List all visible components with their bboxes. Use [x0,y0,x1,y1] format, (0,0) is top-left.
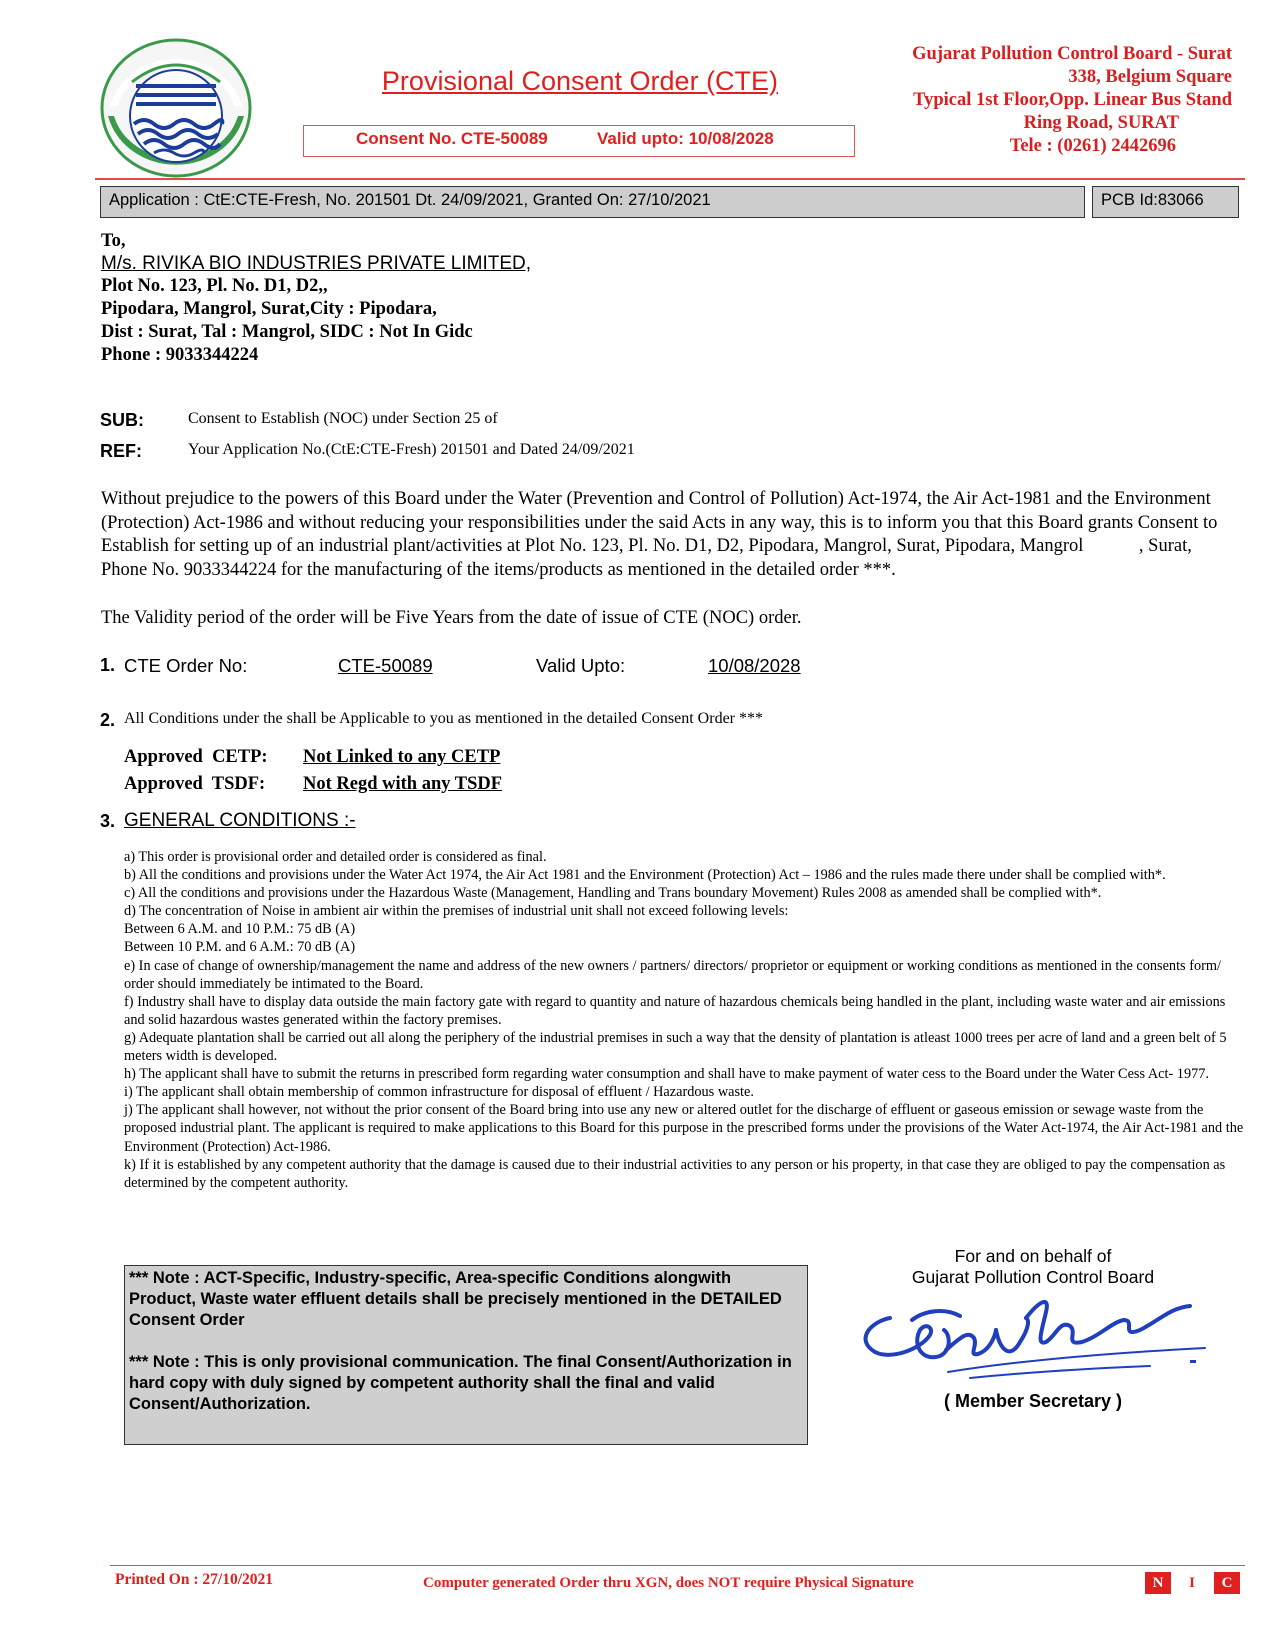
gpcb-logo [98,36,254,180]
cte-order-number: CTE-50089 [338,655,433,676]
signature-board-name: Gujarat Pollution Control Board [911,1267,1155,1287]
consent-number: Consent No. CTE-50089 [356,129,548,148]
ref-label: REF: [100,441,142,461]
item-number: 2. [100,710,116,730]
general-conditions-list [124,848,1244,1192]
condition-item: d) The concentration of Noise in ambient air within the premises of industrial unit shall not exceed following levels: [124,903,789,920]
nic-logo-n: N [1145,1572,1171,1594]
pcb-id-box [1092,186,1239,218]
condition-item: e) In case of change of ownership/management the name and address of the new owners / partners/ directors/ proprietor or equipment or working conditions as mentioned in the consents form/ order should immediately be intimated to the Board. [124,957,1221,992]
note-text: *** Note : ACT-Specific, Industry-specific, Area-specific Conditions alongwith Product, Waste water effluent details shall be precisely mentioned in the DETAILED Consent Order [129,1269,782,1329]
valid-upto-label: Valid Upto: [536,655,626,676]
company-name: M/s. RIVIKA BIO INDUSTRIES PRIVATE LIMITED, [101,253,532,274]
nic-logo-i: I [1179,1572,1205,1594]
address-line: Pipodara, Mangrol, Surat,City : Pipodara, [101,299,437,319]
valid-upto-date: 10/08/2028 [708,655,801,676]
sub-text: Consent to Establish (NOC) under Section 25 of [188,410,498,427]
computer-generated-notice: Computer generated Order thru XGN, does NOT require Physical Signature [423,1575,914,1591]
condition-item: f) Industry shall have to display data outside the main factory gate with regard to quantity and nature of hazardous chemicals being handled in the plant, including waste water and air emissions and solid hazardous wastes generated within the factory premises. [124,993,1226,1028]
note-box [124,1265,808,1445]
nic-logo-c: C [1214,1572,1240,1594]
signature-image [850,1290,1215,1390]
note-text: *** Note : This is only provisional communication. The final Consent/Authorization in hard copy with duly signed by competent authority shall the final and valid Consent/Authorization. [129,1353,792,1413]
signatory-designation: ( Member Secretary ) [943,1391,1123,1411]
general-conditions-heading: GENERAL CONDITIONS :- [124,810,356,831]
addressee-phone: Phone : 9033344224 [101,345,259,365]
page-title: Provisional Consent Order (CTE) [381,66,779,96]
condition-item: k) If it is established by any competent authority that the damage is caused due to their industrial activities to any person or his property, in that case they are obliged to pay the compensation as determined by the competent authority. [124,1156,1226,1191]
condition-item: Between 10 P.M. and 6 A.M.: 70 dB (A) [124,939,356,956]
office-phone: Tele : (0261) 2442696 [1009,136,1176,156]
condition-item: j) The applicant shall however, not without the prior consent of the Board bring into use any new or altered outlet for the discharge of effluent or gaseous emission or sewage waste from the proposed industrial plant. The applicant is required to make applications to this Board for this purpose in the prescribed forms under the provisions of the Water Act-1974, the Air Act-1981 and the Environment (Protection) Act-1986. [124,1102,1244,1155]
validity-statement: The Validity period of the order will be Five Years from the date of issue of CTE (NOC) order. [101,608,802,628]
header-divider [95,178,1245,180]
valid-upto: Valid upto: 10/08/2028 [597,129,774,148]
office-name: Gujarat Pollution Control Board - Surat [912,44,1232,64]
item-number: 1. [100,655,116,675]
condition-item: g) Adequate plantation shall be carried out all along the periphery of the industrial premises in such a way that the density of plantation is atleast 1000 trees per acre of land and a green belt of 5 meters width is developed. [124,1029,1227,1065]
office-address-line: Typical 1st Floor,Opp. Linear Bus Stand [913,90,1232,110]
condition-item: a) This order is provisional order and detailed order is considered as final. [124,849,547,865]
office-address-line: Ring Road, SURAT [1023,113,1179,133]
condition-item: c) All the conditions and provisions under the Hazardous Waste (Management, Handling and Trans boundary Movement) Rules 2008 as amended shall be complied with*. [124,885,1102,902]
consent-paragraph: Without prejudice to the powers of this Board under the Water (Prevention and Control of Pollution) Act-1974, the Air Act-1981 and the Environment (Protection) Act-1986 and without reducing your responsibilities under the said Acts in any way, this is to inform you that this Board grants Consent to Establish for setting up of an industrial plant/activities at Plot No. 123, Pl. No. D1, D2, Pipodara, Mangrol, Surat, Pipodara, Mangrol , Surat, Phone No. 9033344224 for the manufacturing of the items/products as mentioned in the detailed order ***. [101,489,1222,580]
address-line: Plot No. 123, Pl. No. D1, D2,, [101,276,328,296]
condition-item: b) All the conditions and provisions under the Water Act 1974, the Air Act 1981 and the Environment (Protection) Act – 1986 and the rules made there under shall be complied with*. [124,867,1166,884]
tsdf-value: Not Regd with any TSDF [303,774,503,794]
cte-order-label: CTE Order No: [124,655,248,676]
condition-item: i) The applicant shall obtain membership of common infrastructure for disposal of effluent / Hazardous waste. [124,1084,754,1101]
condition-item: Between 6 A.M. and 10 P.M.: 75 dB (A) [124,921,356,938]
condition-item: h) The applicant shall have to submit the returns in prescribed form regarding water consumption and shall have to make payment of water cess to the Board under the Water Cess Act- 1977. [124,1066,1209,1083]
application-details: Application : CtE:CTE-Fresh, No. 201501 Dt. 24/09/2021, Granted On: 27/10/2021 [109,191,711,209]
item-number: 3. [100,811,116,831]
application-bar [100,186,1085,218]
ref-text: Your Application No.(CtE:CTE-Fresh) 201501 and Dated 24/09/2021 [188,441,635,458]
tsdf-label: Approved TSDF: [124,774,266,794]
printed-on: Printed On : 27/10/2021 [115,1571,274,1588]
signature-on-behalf: For and on behalf of [954,1246,1112,1266]
footer-divider [110,1565,1245,1566]
conditions-statement: All Conditions under the shall be Applicable to you as mentioned in the detailed Consent Order *** [124,710,763,727]
sub-label: SUB: [100,410,144,430]
address-line: Dist : Surat, Tal : Mangrol, SIDC : Not In Gidc [101,322,473,342]
cetp-value: Not Linked to any CETP [303,747,501,767]
addressee-to: To, [101,231,126,251]
cetp-label: Approved CETP: [124,747,268,767]
consent-number-box [303,125,855,157]
pcb-id: PCB Id:83066 [1101,191,1204,209]
office-address-line: 338, Belgium Square [1068,67,1232,87]
